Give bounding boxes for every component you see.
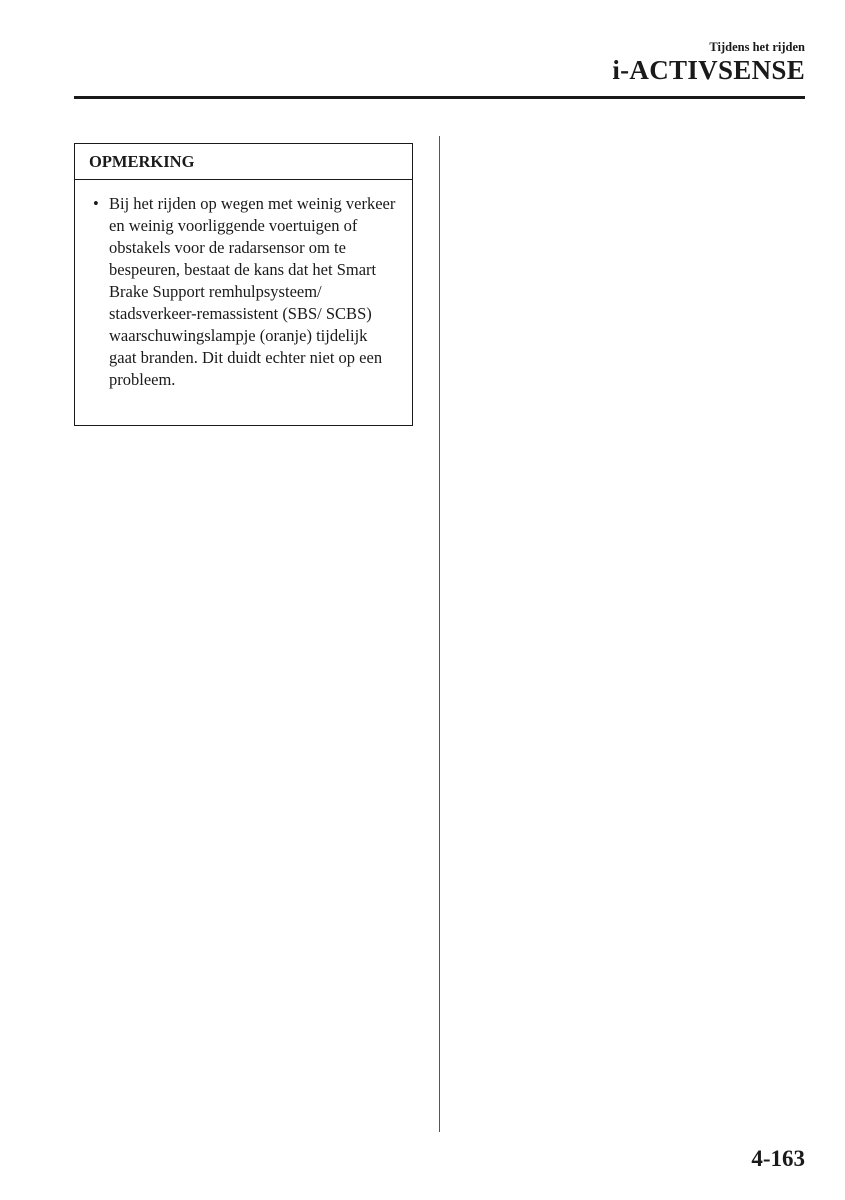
column-divider	[439, 136, 440, 1132]
note-body	[75, 180, 412, 391]
header-rule	[74, 96, 805, 99]
section-title: Tijdens het rijden	[709, 40, 805, 54]
note-box	[74, 143, 413, 426]
page-number: 4-163	[751, 1146, 805, 1171]
chapter-title: i-ACTIVSENSE	[612, 55, 805, 85]
note-heading: OPMERKING	[75, 144, 412, 180]
note-text: Bij het rijden op wegen met weinig verkeer en weinig voorliggende voertuigen of obstakels voor de radarsensor om te bespeuren, bestaat de kans dat het Smart Brake Support remhulpsysteem/ stadsverkeer-remassistent (SBS/ SCBS) waarschuwingslampje (oranje) tijdelijk gaat branden. Dit duidt echter niet op een probleem.	[109, 194, 396, 389]
bullet-icon: •	[93, 194, 99, 213]
